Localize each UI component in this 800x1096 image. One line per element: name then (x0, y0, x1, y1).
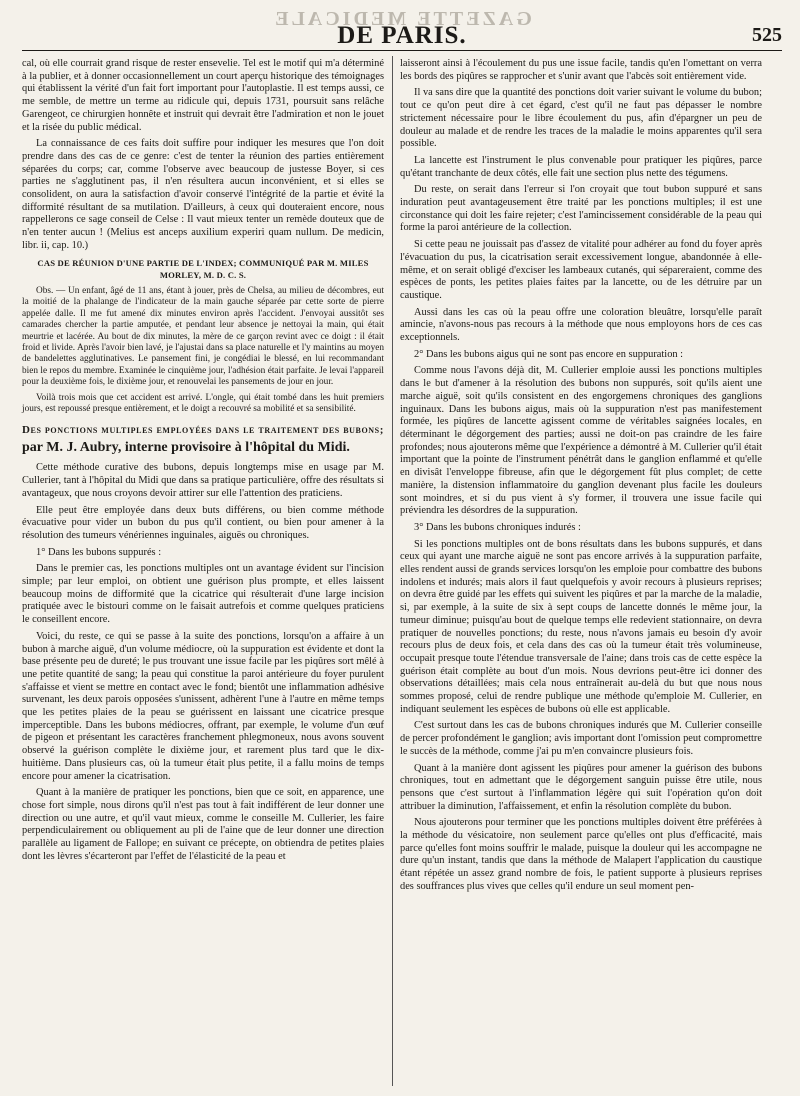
left-column (22, 58, 384, 868)
section-subheading: 1° Dans les bubons suppurés : (36, 546, 162, 558)
paragraph: Voilà trois mois que cet accident est arrivé. L'ongle, qui était tombé dans les huit premiers jours, est repoussé presque entièrement, et le doigt a recouvré sa mobilité et sa sensibilité. (22, 392, 384, 415)
paragraph: Voici, du reste, ce qui se passe à la suite des ponctions, lorsqu'on a affaire à un bubon à marche aiguë, d'un volume médiocre, où la suppuration est évidente et dont la base présente peu de dureté; le pus trouvant une issue facile par les piqûres sort mêlé à une petite quantité de sang; la peau qui constitue la paroi antérieure du foyer purulent s'affaisse et vient se mettre en contact avec le fond; bientôt une inflammation adhésive survenant, les deux parois opposées s'unissent, adhèrent l'une à l'autre en même temps que les petites plaies de la peau se guérissent en laissant une cicatrice presque imperceptible. Dans les bubons médiocres, offrant, par exemple, le volume d'un œuf de pigeon et présentant les caractères franchement phlegmoneux, nous avons souvent observé la guérison complète le dixième jour, et rarement plus tard que le dix-huitième. Dans plusieurs cas, où la tumeur était plus petite, il a fallu moins de temps encore pour amener la cicatrisation. (22, 630, 384, 782)
paragraph: cal, où elle courrait grand risque de rester ensevelie. Tel est le motif qui m'a déterminé à la publier, et à donner occasionnellement un court aperçu historique des témoignages qui établissent la vérité d'un fait fort important pour l'autoplastie. Il est temps aussi, ce me semble, de mettre un terme au ridicule qui, depuis 1731, poursuit sans relâche Garengeot, ce chirurgien honnête et instruit qui devrait être l'admiration et non le jouet et la risée du public médical. (22, 58, 384, 133)
article-author: par M. J. Aubry, interne provisoire à l'hôpital du Midi. (22, 440, 350, 456)
newspaper-page (22, 6, 782, 1090)
right-column (400, 58, 762, 898)
page-number: 525 (752, 24, 782, 46)
column-divider (392, 56, 393, 1086)
page-header (22, 20, 782, 51)
paragraph: Du reste, on serait dans l'erreur si l'on croyait que tout bubon suppuré et sans induration peut avantageusement être traité par les ponctions multiples; il est une circonstance qui doit les faire rejeter; c'est l'amincissement considérable de la peau qui forme la paroi antérieure de la collection. (400, 184, 762, 234)
article-title (22, 421, 384, 456)
paragraph: C'est surtout dans les cas de bubons chroniques indurés que M. Cullerier conseille de percer profondément le ganglion; avis important dont l'omission peut compromettre le succès de la méthode, comme j'ai pu m'en convaincre plusieurs fois. (400, 720, 762, 757)
paragraph: La connaissance de ces faits doit suffire pour indiquer les mesures que l'on doit prendre dans des cas de ce genre: c'est de tenter la réunion des parties entièrement séparées du corps; car, comme l'observe avec beaucoup de justesse Boyer, si ces parties ne s'agglutinent pas, il n'en résultera aucun inconvénient, et si elles se consolident, on aura la satisfaction d'avoir conservé l'intégrité de la partie et évité la difformité résultant de sa mutilation. D'ailleurs, à ceux qui douteraient encore, nous rappellerons ce sage conseil de Celse : Il vaut mieux tenter un remède douteux que de n'en tenter aucun ! (Melius est anceps auxilium experiri quam nullum. De medicin, libr. ii, cap. 10.) (22, 138, 384, 251)
paragraph: Quant à la manière de pratiquer les ponctions, bien que ce soit, en apparence, une chose fort simple, nous dirons qu'il n'est pas tout à fait indifférent de leur donner une direction ou une autre, et qu'il vaut mieux, comme le conseille M. Cullerier, les faire perpendiculairement ou obliquement au pli de l'aine que de leur donner une direction parallèle au ligament de Fallope; en suivant ce précepte, on obtiendra de petites plaies dont les lèvres s'écarteront par l'effet de l'élasticité de la peau et (22, 787, 384, 862)
paragraph: Si les ponctions multiples ont de bons résultats dans les bubons suppurés, et dans ceux qui ayant une marche aiguë ne sont pas encore arrivés à la suppuration parfaite, elles rendent aussi de grands services lorsqu'on les emploie pour combattre des bubons indolens et indurés; mais alors il faut quelquefois y avoir recours à plusieurs reprises; on devra être guidé par les effets qui suivent les piqûres et par la marche de la maladie, si, par exemple, à la suite de six à sept coups de lancette donnés le même jour, la tumeur diminue; puisqu'au bout de quelque temps elle redevient stationnaire, on devra pratiquer de nouvelles ponctions; du reste, nous n'avons jamais eu besoin d'y avoir recours plus de deux fois, et cela dans des cas où la tumeur était très volumineuse, occupait presque toute l'étendue transversale de l'aine; dans trois cas de cette espèce la guérison était complète au bout d'un mois. Nous devrions peut-être ici donner des observations détaillées; mais cela nous entraînerait au-delà du but que nous nous sommes proposé, celui de rendre publique une méthode qu'emploie M. Cullerier, en indiquant seulement les espèces de bubons où elle est applicable. (400, 538, 762, 715)
case-heading: CAS DE RÉUNION D'UNE PARTIE DE L'INDEX; COMMUNIQUÉ PAR M. MILES MORLEY, M. D. C. S. (37, 257, 369, 281)
article-title-lead: Des ponctions multiples employées dans le traitement des bubons; (22, 424, 384, 437)
bleed-through-masthead: GAZETTE MEDICALE (272, 8, 532, 30)
paragraph: Nous ajouterons pour terminer que les ponctions multiples doivent être préférées à la méthode du vésicatoire, non seulement parce qu'elles ont plus d'efficacité, mais parce qu'elles font moins souffrir le malade, puisque la douleur qui les accompagne ne dure qu'un instant, tandis que dans la méthode de Malapert l'application du caustique étant répétée un assez grand nombre de fois, le patient supporte à plusieurs reprises des souffrances plus vives que celles qu'il endure un seul moment pen- (400, 817, 762, 892)
paragraph: Quant à la manière dont agissent les piqûres pour amener la guérison des bubons chroniques, tout en admettant que le dégorgement sanguin puisse être utile, nous pensons que c'est surtout à l'inflammation légère qui suit l'opération qu'on doit attribuer la diminution, l'affaissement, et enfin la résolution complète du bubon. (400, 762, 762, 812)
observation-paragraph: Obs. — Un enfant, âgé de 11 ans, étant à jouer, près de Chelsa, au milieu de décombres, eut la moitié de la phalange de l'indicateur de la main gauche séparée par cette sorte de pierre appelée dalle. Il me fut amené dix minutes environ après l'accident. J'envoyai aussitôt ses camarades chercher la partie amputée, et pendant leur absence je nettoyai la main, qui était meurtrie et lacérée. Au bout de dix minutes, la mère de ce garçon revint avec ce doigt : il était froid et livide. Après l'avoir bien lavé, je l'ajustai dans sa place naturelle et l'y maintins au moyen de bandelettes agglutinatives. Le pansement fini, je congédiai le blessé, en lui recommandant bien le repos du membre. Examinée le cinquième jour, l'adhésion était parfaite. Je levai l'appareil pour la deuxième fois, le dixième jour, et renouvelai les pansements de jour en jour. (22, 285, 384, 388)
paragraph: La lancette est l'instrument le plus convenable pour pratiquer les piqûres, parce qu'étant tranchante de deux côtés, elle fait une section plus nette des tégumens. (400, 154, 762, 179)
paragraph: Elle peut être employée dans deux buts différens, ou bien comme méthode évacuative pour vider un bubon du pus qu'il contient, ou bien pour amener à la résolution des tumeurs vénériennes inguinales, aiguës ou chroniques. (22, 504, 384, 541)
paragraph: Cette méthode curative des bubons, depuis longtemps mise en usage par M. Cullerier, tant à l'hôpital du Midi que dans sa pratique particulière, offre des résultats si avantageux, que nous croyons devoir attirer sur elle l'attention des praticiens. (22, 462, 384, 499)
paragraph: Aussi dans les cas où la peau offre une coloration bleuâtre, lorsqu'elle paraît amincie, n'avons-nous pas recours à la méthode que nous employons hors de ces cas exceptionnels. (400, 306, 762, 344)
running-title: DE PARIS. (337, 22, 467, 49)
paragraph: Il va sans dire que la quantité des ponctions doit varier suivant le volume du bubon; tout ce qu'on peut dire à cet égard, c'est qu'il ne faut pas dépasser le nombre strictement nécessaire pour le libre écoulement du pus, afin d'épargner un peu de douleur au malade et de rendre les traces de la maladie le moins apparentes qu'il sera possible. (400, 87, 762, 150)
section-subheading: 2° Dans les bubons aigus qui ne sont pas encore en suppuration : (414, 348, 684, 360)
section-subheading: 3° Dans les bubons chroniques indurés : (414, 521, 581, 533)
paragraph: Si cette peau ne jouissait pas d'assez de vitalité pour adhérer au fond du foyer après l'évacuation du pus, la cicatrisation serait excessivement longue, abandonnée à elle-même, et on serait obligé d'exciser les lambeaux cutanés, qui sépareraient, comme des espèces de ponts, les petites plaies faites par la lancette, ou de les détruire par un caustique. (400, 239, 762, 301)
paragraph: Dans le premier cas, les ponctions multiples ont un avantage évident sur l'incision simple; par leur emploi, on obtient une guérison plus prompte, et elles laissent beaucoup moins de difformité que la cicatrice qui résulterait d'une large incision pratiquée avec le bistouri comme on le faisait autrefois et comme quelques praticiens le conseillent encore. (22, 563, 384, 626)
paragraph: laisseront ainsi à l'écoulement du pus une issue facile, tandis qu'en l'omettant on verra les bords des piqûres se rapprocher et s'unir avant que l'abcès soit entièrement vide. (400, 58, 762, 82)
paragraph: Comme nous l'avons déjà dit, M. Cullerier emploie aussi les ponctions multiples dans le but d'amener à la résolution des bubons non suppurés, soit qu'ils aient une marche aiguë, soit qu'ils consistent en des engorgemens chroniques des ganglions inguinaux. Dans les bubons aigus, mais où la suppuration n'est pas manifestement formée, les piqûres de lancette agissent comme de véritables saignées locales, en déterminant le dégorgement des parties; aussi ne doit-on pas craindre de les faire profondes; nous ajouterons même que l'expérience a démontré à M. Cullerier qu'il était important que la pointe de l'instrument pénétrât dans le ganglion enflammé et qu'elle en divisât l'enveloppe fibreuse, afin que le dégorgement fût plus complet; de cette manière, la distension inflammatoire du ganglion devenant plus facile les douleurs sont moindres, et si du pus vient à s'y former, il trouvera une issue facile qui préviendra les désordres de la suppuration. (400, 365, 762, 517)
